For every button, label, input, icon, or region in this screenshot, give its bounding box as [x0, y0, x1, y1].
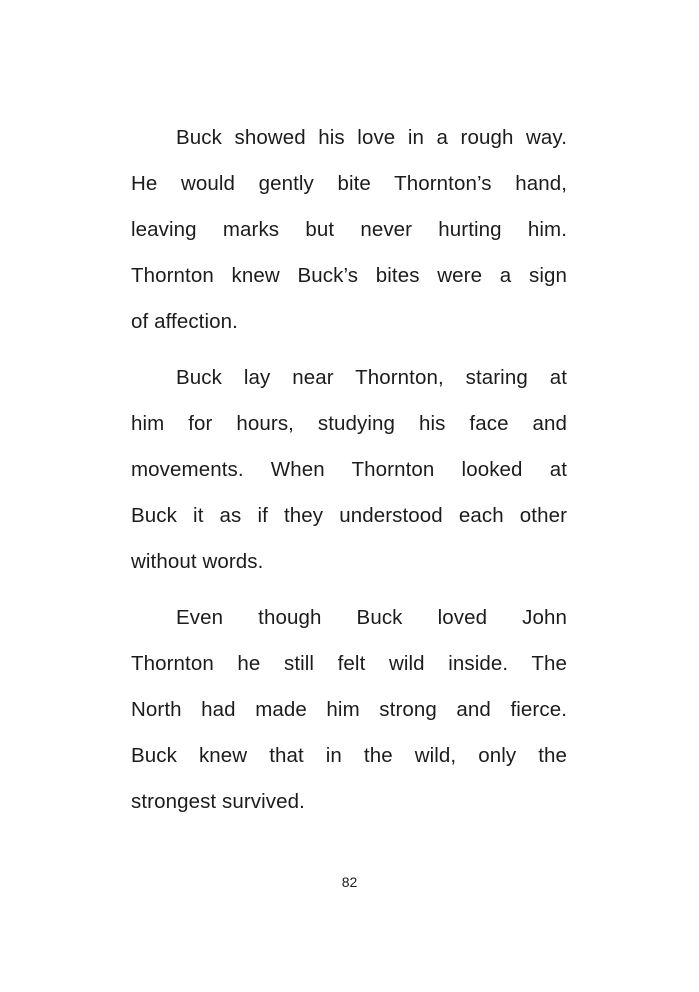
text-line: leaving marks but never hurting him. — [131, 218, 567, 241]
text-line: him for hours, studying his face and — [131, 412, 567, 435]
text-line: Buck lay near Thornton, staring at — [176, 366, 567, 389]
text-line: strongest survived. — [131, 790, 305, 813]
text-line: movements. When Thornton looked at — [131, 458, 567, 481]
text-line: He would gently bite Thornton’s hand, — [131, 172, 567, 195]
text-line: of affection. — [131, 310, 238, 333]
paragraph-3 — [131, 595, 567, 825]
paragraph-2 — [131, 355, 567, 585]
text-line: Even though Buck loved John — [176, 606, 567, 629]
text-line: Thornton he still felt wild inside. The — [131, 652, 567, 675]
page-body — [131, 115, 567, 835]
page-number: 82 — [341, 874, 358, 890]
text-line: Buck showed his love in a rough way. — [176, 126, 567, 149]
text-line: Thornton knew Buck’s bites were a sign — [131, 264, 567, 287]
text-line: Buck it as if they understood each other — [131, 504, 567, 527]
paragraph-1 — [131, 115, 567, 345]
text-line: without words. — [131, 550, 264, 573]
text-line: Buck knew that in the wild, only the — [131, 744, 567, 767]
text-line: North had made him strong and fierce. — [131, 698, 567, 721]
